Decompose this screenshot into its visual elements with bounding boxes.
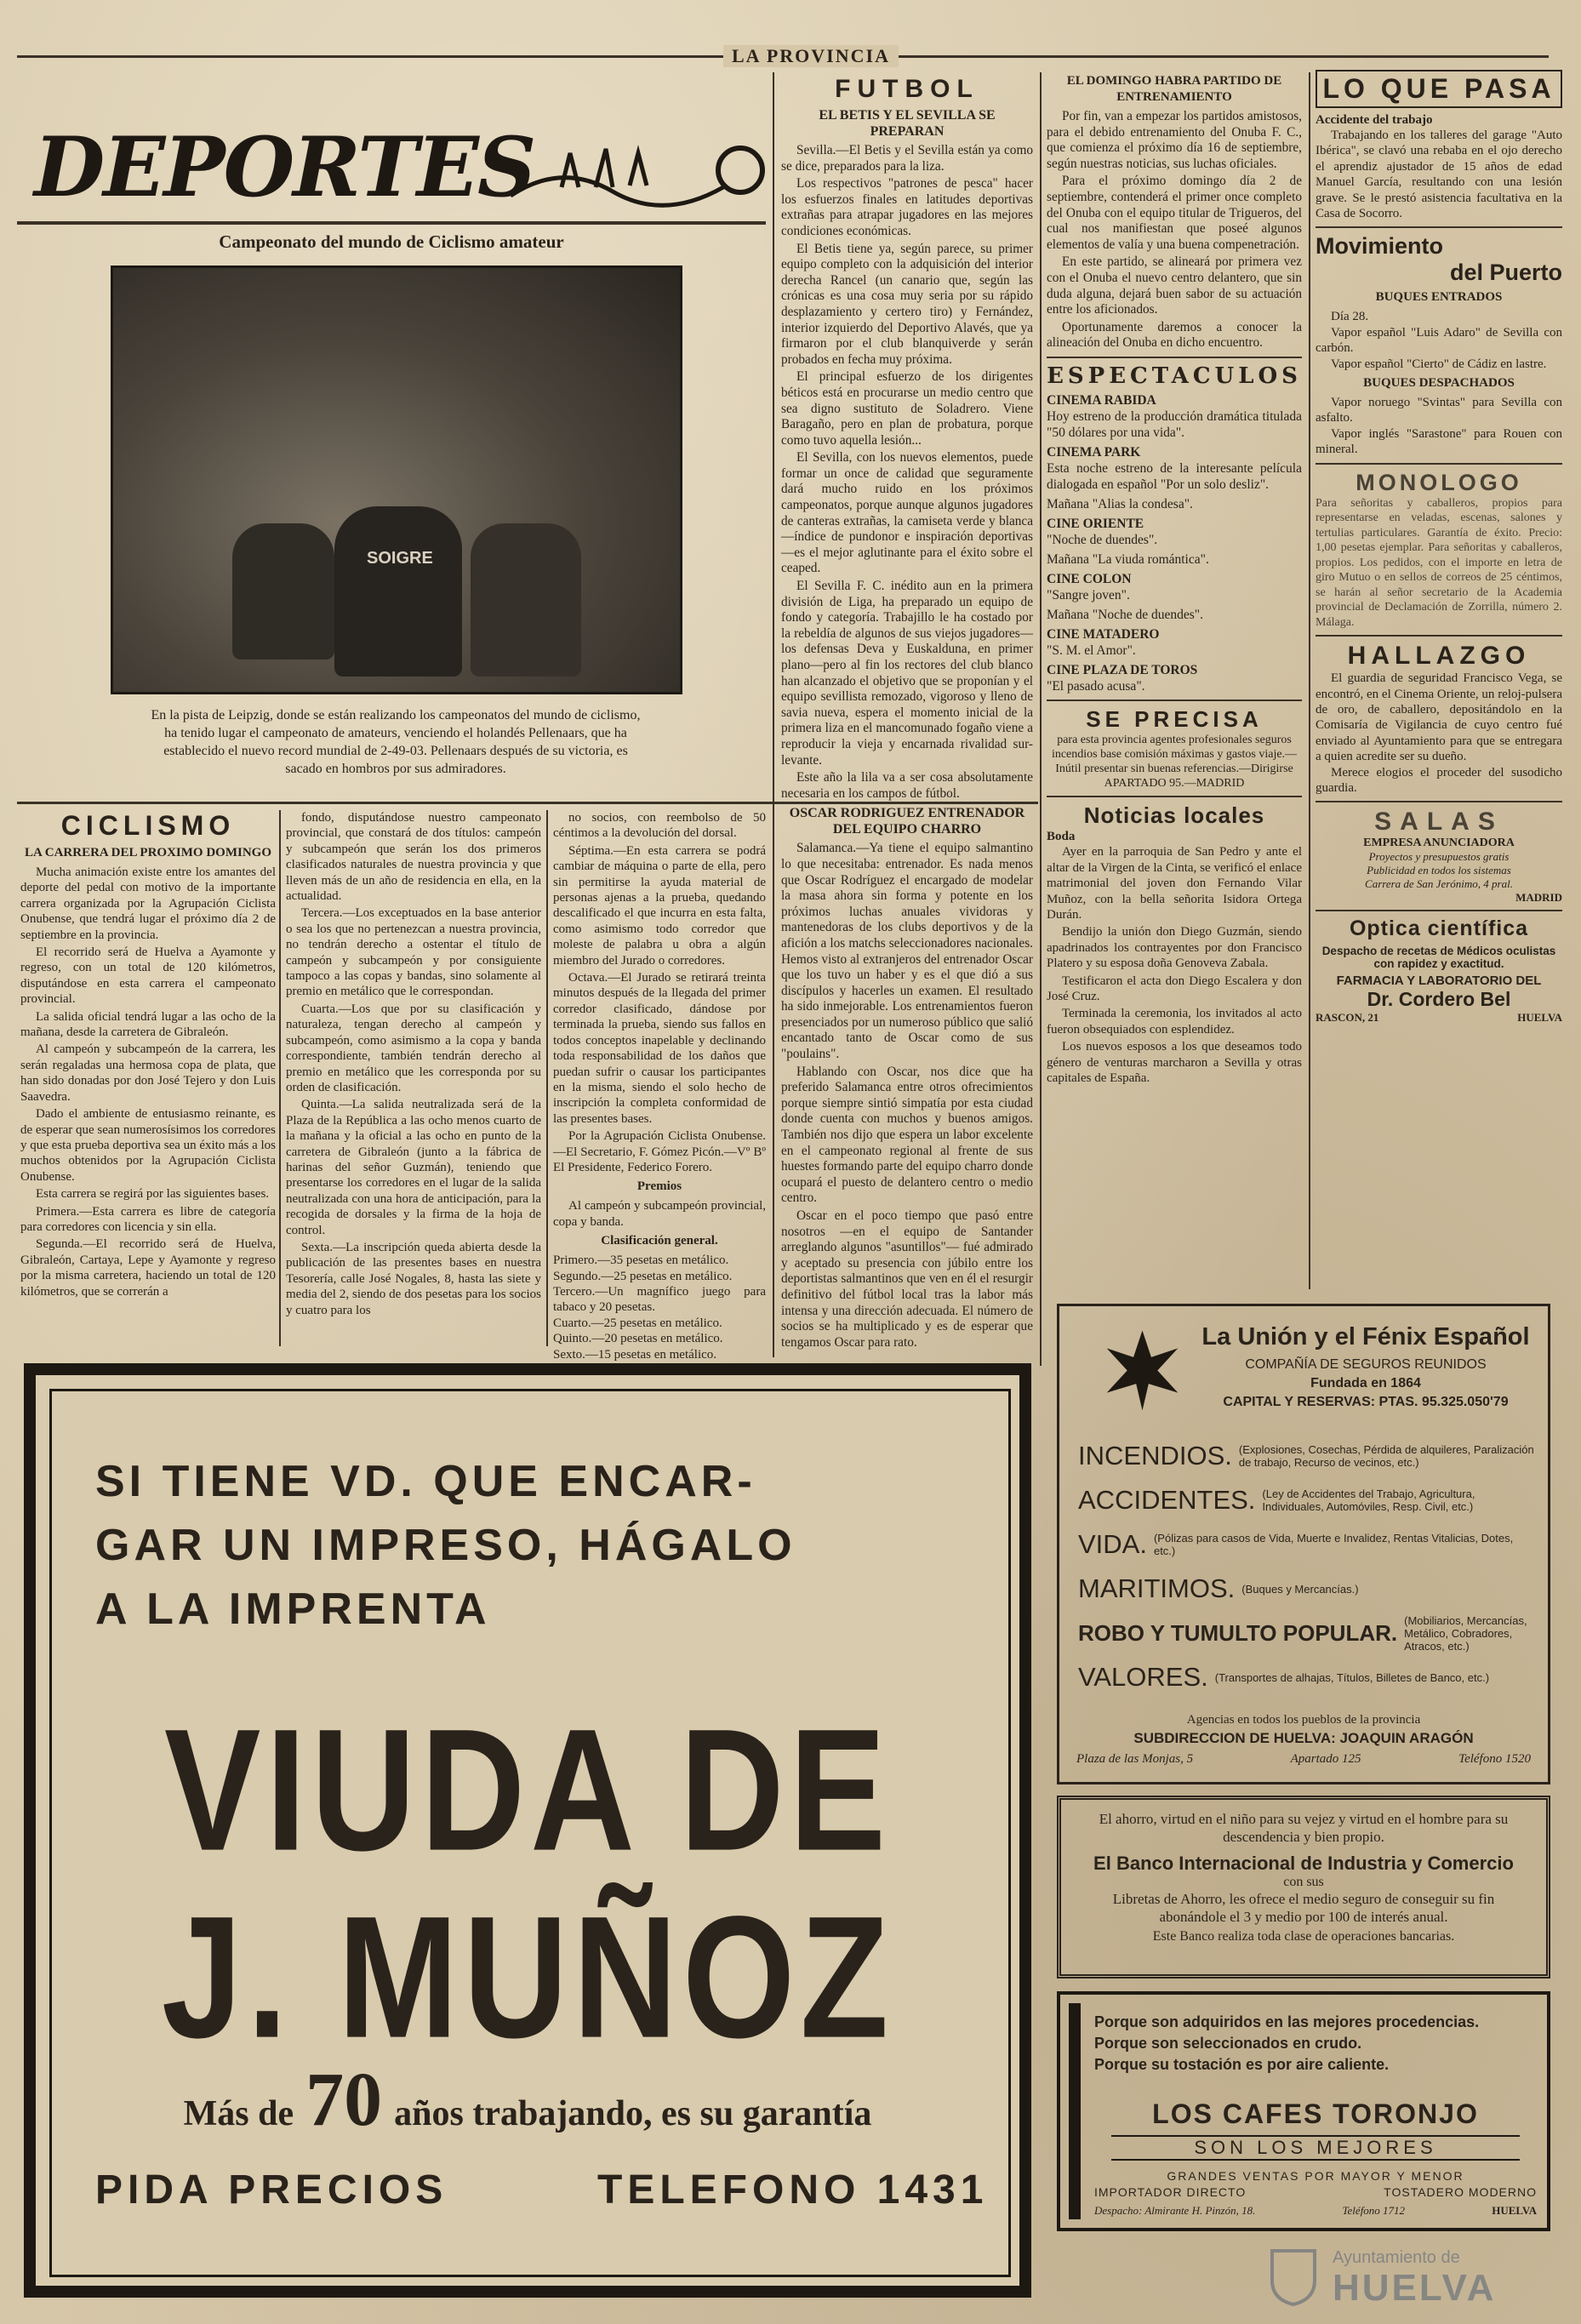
banco-l4: Este Banco realiza toda clase de operaciones bancarias. xyxy=(1152,1929,1455,1944)
ciclismo-section xyxy=(20,810,766,1362)
hallazgo-body: El guardia de seguridad Francisco Vega, se encontró, en el Cinema Oriente, un reloj-pulsera de oro, de caballero, depositándolo en la Comisaría de Vigilancia de cuyo centro fué enviado al Ayuntamiento para que se entregara a quien acredite ser su dueño. xyxy=(1316,671,1562,764)
optica-l5: HUELVA xyxy=(1517,1011,1562,1025)
cycling-photo xyxy=(111,266,682,694)
imprenta-pida-precios: PIDA PRECIOS xyxy=(95,2167,448,2213)
optica-l4: RASCON, 21 xyxy=(1316,1011,1379,1025)
optica-l3: Dr. Cordero Bel xyxy=(1367,988,1511,1011)
cafes-l8: Teléfono 1712 xyxy=(1342,2204,1406,2217)
imprenta-telefono: TELEFONO 1431 xyxy=(597,2167,989,2213)
cafes-l5: IMPORTADOR DIRECTO xyxy=(1094,2185,1247,2199)
cycling-photo-caption: En la pista de Leipzig, donde se están realizando los campeonatos del mundo de ciclismo, ha tenido lugar el campeonato de amateurs, venciendo el holandés Pellenaars, que ha establecido el nuevo record mundial de 2-49-03. Pellenaars después de su victoria, es sacado en hombros por sus admiradores. xyxy=(151,708,641,776)
union-fenix-items: INCENDIOS. (Explosiones, Cosechas, Pérdida de alquileres, Paralización de trabajo, Recurso de vecinos, etc.) ACCIDENTES. (Ley de Accidentes del Trabajo, Agricultura, Individuales, Automóviles, Resp. Civil, etc.) VIDA. (Pólizas para casos de Vida, Muerte e Invalidez, Rentas Vitalicias, Dotes, etc.) MARITIMOS. (Buques y Mercancías.) ROBO Y TUMULTO POPULAR. (Mobiliarios, Mercancías, Metálico, Cobradores, Atracos, etc.) VALORES. (Transportes de alhajas, Títulos, Billetes de Banco, etc.) xyxy=(1078,1441,1534,1692)
archive-watermark xyxy=(1268,2238,1557,2315)
lo-que-pasa-sub: Accidente del trabajo xyxy=(1316,113,1433,127)
venue-matadero: CINE MATADERO xyxy=(1047,626,1160,642)
cafes-sub: SON LOS MEJORES xyxy=(1111,2135,1520,2161)
ciclismo-col3: no socios, con reembolso de 50 céntimos a la devolución del dorsal. Séptima.—En esta carrera se podrá cambiar de máquina o parte de ella, pero sin permitirse la ayuda material de personas ajenas a la prueba, quedando descalificado el que incurra en esta falta, como asimismo todo corredor que moleste de palabra u obra a algún miembro del Jurado o corredores. Octava.—El Jurado se retirará treinta minutos después de la llegada del primer corredor clasificado, dándose por terminada la prueba, siendo sus fallos en todos conceptos inapelable y declinando toda responsabilidad de los daños que puedan sufrir o causar los participantes en la misma, siendo el solo hecho de inscripción la completa conformidad de las presentes bases. Por la Agrupación Ciclista Onubense.—El Secretario, F. Gómez Picón.—Vº Bº El Presidente, Federico Forero. Premios Al campeón y subcampeón provincial, copa y banda. Clasificación general. Primero.—35 pesetas en metálico. Segundo.—25 pesetas en metálico. Tercero.—Un magnífico juego para tabaco y 20 pesetas. Cuarto.—25 pesetas en metálico. Quinto.—20 pesetas en metálico. Sexto.—15 pesetas en metálico. xyxy=(553,811,766,1362)
venue-plaza-toros: CINE PLAZA DE TOROS xyxy=(1047,662,1198,677)
imprenta-line2: GAR UN IMPRESO, HÁGALO xyxy=(95,1521,796,1570)
cafes-l9: HUELVA xyxy=(1492,2204,1537,2217)
monologo-title: MONOLOGO xyxy=(1356,469,1522,495)
ciclismo-title: CICLISMO xyxy=(60,810,236,841)
venue-park: CINEMA PARK xyxy=(1047,444,1141,460)
premios-title: Premios xyxy=(636,1179,682,1194)
hallazgo-title: HALLAZGO xyxy=(1347,642,1531,671)
domingo-body: Por fin, van a empezar los partidos amistosos, para el debido entrenamiento del Onuba F. C., que comienza el próximo día 16 de septiembre, según nuestras noticias, sus luchas oficiales. Para el próximo domingo día 2 de septiembre, contenderá el primer once completo del Onuba con el equipo titular de Trigueros, del cual nos manifiestan que poseé algunos elementos de valía y una buena compenetración. En este partido, se alineará por primera vez con el Onuba el nuevo centro delantero, que sin duda alguna, dejará buen sabor de su actuación entre los aficionados. Oportunamente daremos a conocer la alineación del Onuba en dicho encuentro. xyxy=(1047,109,1302,351)
domingo-column xyxy=(1047,70,1302,1088)
espectaculos-title: ESPECTACULOS xyxy=(1047,363,1302,389)
lo-que-pasa-title: LO QUE PASA xyxy=(1316,70,1562,108)
banco-ad xyxy=(1057,1796,1550,1979)
imprenta-line3: A LA IMPRENTA xyxy=(95,1585,491,1634)
optica-l1: Despacho de recetas de Médicos oculistas con rapidez y exactitud. xyxy=(1321,945,1556,971)
phoenix-emblem xyxy=(1093,1322,1191,1419)
union-fenix-agencias: Agencias en todos los pueblos de la provincia xyxy=(1186,1713,1421,1727)
cycling-photo-title: Campeonato del mundo de Ciclismo amateur xyxy=(219,231,564,252)
imprenta-big1: VIUDA DE xyxy=(163,1693,891,1887)
domingo-title: EL DOMINGO HABRA PARTIDO DE ENTRENAMIENTO xyxy=(1066,74,1282,104)
runners-illustration xyxy=(511,111,766,213)
salas-l2: Publicidad en todos los sistemas xyxy=(1367,864,1511,877)
espectaculos-list: CINEMA RABIDA Hoy estreno de la producción dramática titulada "50 dólares por una vida". CINEMA PARK Esta noche estreno de la interesante película dialogada en español "Por un solo desliz". Mañana "Alias la condesa". CINE ORIENTE "Noche de duendes". Mañana "La viuda romántica". CINE COLON "Sangre joven". Mañana "Noche de duendes". CINE MATADERO "S. M. el Amor". CINE PLAZA DE TOROS "El pasado acusa". xyxy=(1047,392,1302,694)
salas-sub: EMPRESA ANUNCIADORA xyxy=(1363,837,1515,850)
noticias-body: Boda Ayer en la parroquia de San Pedro y ante el altar de la Virgen de la Cinta, se verificó el enlace matrimonial del joven don Fernando Vilar Muñoz, con la bella señorita Isidora Ortega Durán. Bendijo la unión don Diego Guzmán, siendo apadrinados los contrayentes por don Francisco Platero y su esposa doña Genoveva Zabala. Testificaron el acta don Diego Escalera y don José Cruz. Terminada la ceremonia, los invitados al acto fueron obsequiados con esplendidez. Los nuevos esposos a los que deseamos todo género de venturas marcharon a Sevilla y otras capitales de España. xyxy=(1047,829,1302,1085)
cafes-l6: TOSTADERO MODERNO xyxy=(1384,2185,1537,2199)
imprenta-ad xyxy=(24,1363,1031,2298)
puerto-title-b: del Puerto xyxy=(1449,260,1562,286)
union-fenix-addr-left: Plaza de las Monjas, 5 xyxy=(1076,1752,1194,1766)
futbol-body-oscar: Salamanca.—Ya tiene el equipo salmantino lo que necesitaba: entrenador. Es nada menos que Oscar Rodríguez el encargado de modelar la masa ahora sin forma y potente en los próximos luchas anuales vividoras y mantenedoras de los clubs deportivos y de la afición a los matchs seleccionadores nacionales. Hemos visto al extranjeros del entrenador Oscar que los tuvo un haber y es el que dió a sus discípulos y hacerles un examen. El resultado ha sido inmejorable. Los entrenamientos fueron presenciados por un numeroso público que salió encantado tanto de Oscar como de sus "poulains". Hablando con Oscar, nos dice que ha preferido Salamanca entre otros ofrecimientos porque siempre sintió simpatía por esta ciudad donde cuenta con muchos y buenos amigos. También nos dijo que espera un labor excelente en el campeonato regional al frente de sus huestes formando parte del equipo charro donde ocupará el puesto de delantero centro o medio centro. Oscar en el poco tiempo que pasó entre nosotros —en el equipo de Santander arreglando algunos "asuntillos"— fué admirado y aceptado su presencia con júbilo entre los deportistas salmantinos que ven en él el resurgir definitivo del fútbol local tras la labor más intensa y una dirección adecuada. El número de socios se ha multiplicado y es de esperar que tengamos Oscar para rato. xyxy=(781,841,1033,1350)
union-fenix-subdir: SUBDIRECCION DE HUELVA: JOAQUIN ARAGÓN xyxy=(1133,1730,1474,1746)
buques-entrados-list: Día 28. Vapor español "Luis Adaro" de Sevilla con carbón. Vapor español "Cierto" de Cádiz en lastre. xyxy=(1316,310,1562,371)
sports-header xyxy=(34,102,757,213)
union-fenix-title: La Unión y el Fénix Español xyxy=(1201,1323,1530,1350)
futbol-sub-betis-sevilla: EL BETIS Y EL SEVILLA SE PREPARAN xyxy=(819,108,996,139)
imprenta-line1: SI TIENE VD. QUE ENCAR- xyxy=(95,1457,756,1506)
ciclismo-col1: Mucha animación existe entre los amantes del deporte del pedal con motivo de la importante carrera organizada por la Agrupación Ciclista Onubense, que tendrá lugar el próximo día 2 de septiembre en la provincia. El recorrido será de Huelva a Ayamonte y regreso, con un total de 120 kilómetros, disputándose en esta carrera el campeonato provincial. La salida oficial tendrá lugar a las ocho de la mañana, desde la carretera de Gibraleón. Al campeón y subcampeón de la carrera, les serán regaladas una hermosa copa de plata, que han sido donadas por don José Tejero y don Luis Saavedra. Dado el ambiente de entusiasmo reinante, es de esperar que sean numerosísimos los corredores y que esta prueba deportiva sea un éxito más a los muchos obtenidos por la Agrupación Ciclista Onubense. Esta carrera se regirá por las siguientes bases. Primera.—Esta carrera es libre de categoría para corredores con licencia y sin ella. Segunda.—El recorrido será de Huelva, Gibraleón, Cartaya, Lepe y Ayamonte y regreso por la misma carretera, haciendo un total de 120 kilómetros, que se correrán a xyxy=(20,865,276,1299)
union-fenix-addr-mid: Apartado 125 xyxy=(1290,1752,1361,1766)
banco-l1: El ahorro, virtud en el niño para su vejez y virtud en el hombre para su descendencia y bien propio. xyxy=(1099,1811,1509,1845)
lo-que-pasa-body: Trabajando en los talleres del garage "Auto Ibérica", se clavó una rebaba en el ojo derecho el aprendiz ajustador de 15 años de edad Manuel García, resultando con una lesión grave. Se le prestó asistencia facultativa en la Casa de Socorro. xyxy=(1316,128,1562,221)
watermark-l2: HUELVA xyxy=(1333,2267,1497,2309)
cafes-l4: GRANDES VENTAS POR MAYOR Y MENOR xyxy=(1167,2169,1464,2183)
clasificacion-title: Clasificación general. xyxy=(601,1234,718,1248)
union-fenix-sub2: Fundada en 1864 xyxy=(1310,1376,1421,1390)
salas-l4: MADRID xyxy=(1515,891,1562,905)
buques-despachados-list: Vapor noruego "Svintas" para Sevilla con asfalto. Vapor inglés "Sarastone" para Rouen con mineral. xyxy=(1316,396,1562,457)
futbol-sub-oscar: OSCAR RODRIGUEZ ENTRENADOR DEL EQUIPO CHARRO xyxy=(789,806,1025,837)
buques-despachados-title: BUQUES DESPACHADOS xyxy=(1363,376,1515,391)
union-fenix-ad xyxy=(1057,1304,1550,1784)
union-fenix-addr-right: Teléfono 1520 xyxy=(1458,1752,1531,1766)
se-precisa-body: para esta provincia agentes profesionales seguros incendios base comisión máximas y gastos viaje.—Inútil presentar sin buenas referencias.—Dirigirse APARTADO 95.—MADRID xyxy=(1051,733,1298,790)
venue-colon: CINE COLON xyxy=(1047,571,1132,586)
banco-l3: Libretas de Ahorro, les ofrece el medio seguro de conseguir su fin abonándole el 3 y medio por 100 de interés anual. xyxy=(1112,1891,1495,1925)
buques-entrados-title: BUQUES ENTRADOS xyxy=(1375,290,1503,305)
imprenta-big2: J. MUÑOZ xyxy=(161,1881,894,2075)
watermark-l1: Ayuntamiento de xyxy=(1333,2248,1460,2267)
banco-title: El Banco Internacional de Industria y Comercio xyxy=(1093,1853,1514,1874)
banco-l2: con sus xyxy=(1283,1875,1324,1889)
hallazgo-body-2: Merece elogios el proceder del susodicho guardia. xyxy=(1316,765,1562,796)
cafes-l1: Porque son adquiridos en las mejores procedencias. xyxy=(1094,2013,1480,2030)
cafes-l3: Porque su tostación es por aire caliente. xyxy=(1094,2056,1390,2073)
futbol-title: FUTBOL xyxy=(835,75,979,103)
optica-title: Optica científica xyxy=(1349,916,1529,941)
cafes-title: LOS CAFES TORONJO xyxy=(1152,2098,1479,2129)
cafes-l7: Despacho: Almirante H. Pinzón, 18. xyxy=(1094,2204,1256,2217)
union-fenix-sub3: CAPITAL Y RESERVAS: PTAS. 95.325.050'79 xyxy=(1223,1395,1509,1409)
venue-oriente: CINE ORIENTE xyxy=(1047,516,1144,531)
imprenta-tagline: Más de 70 años trabajando, es su garantía xyxy=(183,2058,872,2142)
masthead-bar xyxy=(17,47,1549,67)
optica-l2: FARMACIA Y LABORATORIO DEL xyxy=(1336,974,1542,989)
ciclismo-col2: fondo, disputándose nuestro campeonato provincial, que constará de dos títulos: campeón y subcampeón que serán los dos primeros clasificados naturales de nuestra provincia y que lleven más de un año de residencia en ella, en la actualidad. Tercera.—Los exceptuados en la base anterior o sea los que no pertenezcan a nuestra provincia, no tendrán derecho a ostentar el título de campeón y subcampeón y por consiguiente tampoco a las copas y bandas, sino solamente al premio en metálico que le correspondan. Cuarta.—Los que por su clasificación y naturaleza, tengan derecho al campeón y subcampeón, como asimismo a la copa y banda correspondiente, también tendrán derecho al premio en metálico que les corresponda por su orden de clasificación. Quinta.—La salida neutralizada será de la Plaza de la República a las ocho menos cuarto de la mañana y la oficial a las ocho en punto de la carretera de Gibraleón (junto a la fábrica de harinas del señor Guzmán), teniendo que presentarse los corredores en el lugar de la salida neutralizada con una hora de anticipación, para la recogida de dorsales y la firma de la hoja de control. Sexta.—La inscripción queda abierta desde la publicación de las presentes bases en nuestra Tesorería, calle José Nogales, 8, hasta las siete y media del 2, siendo de dos pesetas para los socios y cuatro para los xyxy=(286,811,541,1317)
futbol-column xyxy=(781,75,1033,1352)
se-precisa-title: SE PRECISA xyxy=(1086,705,1263,732)
salas-title: SALAS xyxy=(1374,808,1504,837)
city-shield-icon xyxy=(1268,2247,1319,2306)
venue-rabida: CINEMA RABIDA xyxy=(1047,392,1156,408)
masthead-name: LA PROVINCIA xyxy=(723,45,899,67)
noticias-sub: Boda xyxy=(1047,829,1076,843)
right-column xyxy=(1316,70,1562,1025)
cyclist-jersey-text: SOIGRE xyxy=(367,549,433,568)
noticias-title: Noticias locales xyxy=(1083,802,1265,828)
futbol-body: Sevilla.—El Betis y el Sevilla están ya como se dice, preparados para la liza. Los respectivos "patrones de pesca" hacer los esfuerzos finales en latitudes deportivas extrañas para atrapar jugadores en las mejores condiciones económicas. El Betis tiene ya, según parece, su primer equipo completo con la adquisición del interior derecha Rancel (un canario que, según las crónicas es una cosa muy seria por su rápido desplazamiento y certero tiro) y Fernández, interior izquierdo del Deportivo Alavés, que ya firmaron por el club blanquiverde y serán probados en fecha muy próxima. El principal esfuerzo de los dirigentes béticos está en procurarse un medio centro que sea digno sustituto de Soladrero. Viene Baragaño, pero en plan de probatura, porque como tuvo aquella lesión... El Sevilla, con los nuevos elementos, puede formar un once de calidad que seguramente dará mucho ruido en los próximos campeonatos, porque aunque algunos jugadores de canteras extrañas, la camiseta verde y blanca—índice de pundonor e inspiración deportivas—es el mejor aglutinante para el éxito sobre el ceaped. El Sevilla F. C. inédito aun en la primera división de Liga, ha preparado un equipo de fondo y categoría. Trabajillo le ha costado por la rebeldía de algunos de sus viejos jugadores—los defensas Deva y Euskalduna, en primer plano—pero al fin los rectores del club blanco han alcanzado el objetivo que se proponían y el equipo sevillista remozado, vigoroso y lleno de savia nueva, espera el momento inicial de la primera liza en el mancomunado fogaño viene a reproducir la vieja y encarnada rivalidad sur-levante. Este año la lila va a ser cosa absolutamente necesaria en los campos de fútbol. xyxy=(781,143,1033,801)
salas-l3: Carrera de San Jerónimo, 4 pral. xyxy=(1365,877,1513,891)
ciclismo-sub: LA CARRERA DEL PROXIMO DOMINGO xyxy=(24,846,272,859)
cafes-l2: Porque son seleccionados en crudo. xyxy=(1094,2035,1362,2052)
cafes-ad xyxy=(1057,1991,1550,2231)
monologo-body: Para señoritas y caballeros, propios para representarse en veladas, escenas, salones y tertulias particulares. Garantía de éxito. Precio: 1,00 pesetas ejemplar. Para señoritas y caballeros, propios. Los pedidos, con el importe en letra de giro Mutuo o en sellos de correos de 25 céntimos, se harán al señor secretario de la Academia provincial de Declamación de Zorrilla, número 2. Málaga. xyxy=(1316,496,1562,629)
sports-header-title: DEPORTES xyxy=(34,119,535,215)
salas-l1: Proyectos y presupuestos gratis xyxy=(1368,850,1510,864)
union-fenix-sub1: COMPAÑÍA DE SEGUROS REUNIDOS xyxy=(1245,1357,1487,1372)
puerto-title-a: Movimiento xyxy=(1316,233,1444,260)
